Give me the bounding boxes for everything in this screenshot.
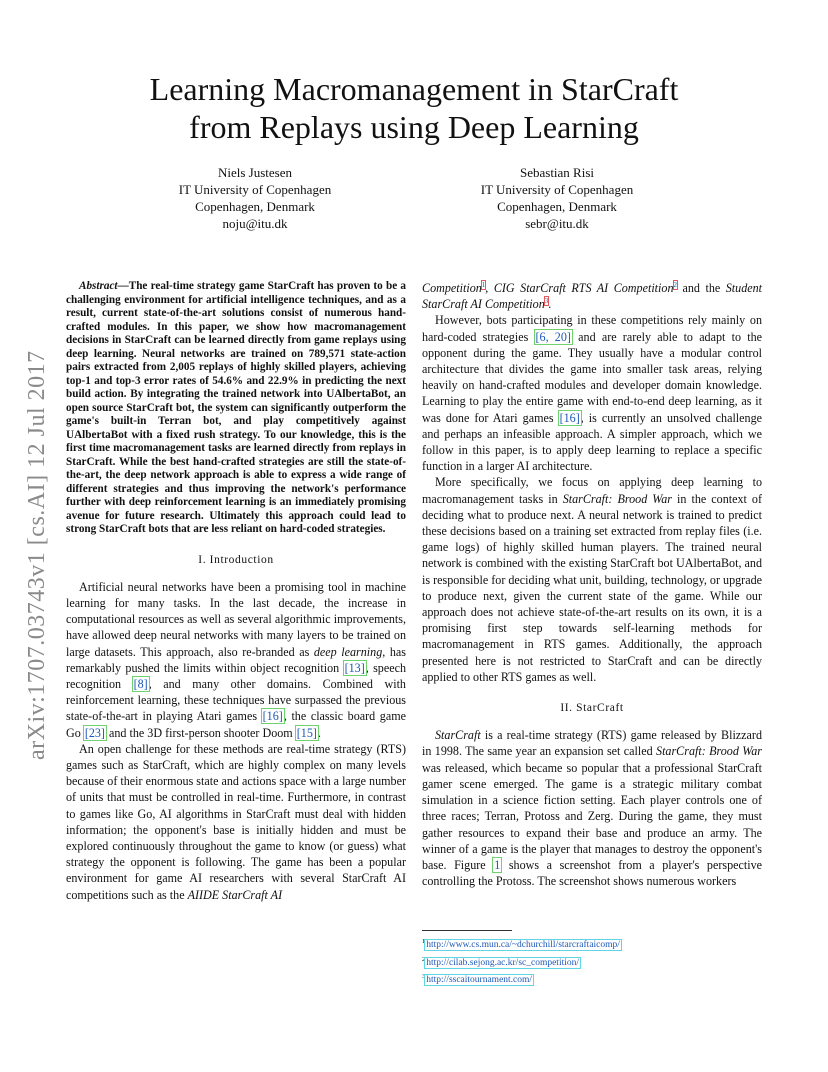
author-name: Sebastian Risi [519, 165, 595, 180]
intro-paragraph-2: An open challenge for these methods are real-time strategy (RTS) games such as StarCraft, which are highly complex on many levels because of their enormous state and actions space with a large number of units that must be controlled in real-time. Furthermore, in contrast to games like Go, AI algorithms in StarCraft must deal with hidden information; the opponent's base is initially hidden and must be explored continuously throughout the game to know (or guess) what strategy the opponent is following. The game has been a popular environment for game AI researchers with several StarCraft AI competitions such as the AIIDE StarCraft AI [66, 741, 406, 902]
footnote-url-link[interactable]: http://www.cs.mun.ca/~dchurchill/starcraftaicomp/ [426, 940, 620, 951]
title-line-1: Learning Macromanagement in StarCraft [149, 71, 679, 107]
footnote-marker[interactable]: 2 [673, 280, 677, 289]
citation-link[interactable]: [15] [296, 725, 317, 740]
author-location: Copenhagen, Denmark [195, 199, 315, 214]
paper-title [0, 70, 828, 146]
author-block-1 [160, 164, 350, 232]
citation-link[interactable]: [16] [262, 709, 283, 724]
footnote-url-link[interactable]: http://sscaitournament.com/ [426, 975, 533, 986]
footnote-1: $^1$http://www.cs.mun.ca/~dchurchill/starcraftaicomp/ [422, 938, 620, 951]
footnote-url-link[interactable]: http://cilab.sejong.ac.kr/sc_competition/ [426, 957, 580, 968]
citation-link[interactable]: [23] [84, 725, 105, 740]
citation-link[interactable]: [6, 20] [535, 329, 571, 344]
author-email: noju@itu.dk [222, 216, 288, 231]
author-block-2 [460, 164, 654, 232]
abstract-lead: Abstract [79, 280, 118, 292]
author-location: Copenhagen, Denmark [497, 199, 617, 214]
citation-link[interactable]: [8] [133, 676, 148, 691]
section-heading-introduction: I. Introduction [198, 553, 274, 566]
intro-paragraph-4: More specifically, we focus on applying deep learning to macromanagement tasks in StarCraft: Brood War in the context of deciding what to produce next. A neural network is trained to predict these decisions based on a training set extracted from replay files (i.e. game logs) of highly skilled human players. The trained neural network is combined with the existing StarCraft bot UAlbertaBot, and is responsible for deciding what unit, building, technology, or upgrade to produce next, given the current state of the game. While our approach does not achieve state-of-the-art results on its own, it is a promising first step towards self-learning methods for macromanagement in RTS games. Additionally, the approach presented here is not restricted to StarCraft and can be directly applied to other RTS games as well. [422, 475, 763, 684]
author-email: sebr@itu.dk [525, 216, 589, 231]
abstract-text: —The real-time strategy game StarCraft has proven to be a challenging environment for artificial intelligence techniques, and as a result, current state-of-the-art solutions consist of numerous hand-crafted modules. In this paper, we show how macromanagement decisions in StarCraft can be learned directly from game replays using deep learning. Neural networks are trained on 789,571 state-action pairs extracted from 2,005 replays of highly skilled players, achieving top-1 and top-3 error rates of 54.6% and 22.9% in predicting the next build action. By integrating the trained network into UAlbertaBot, an open source StarCraft bot, the system can significantly outperform the game's built-in Terran bot, and play competitively against UAlbertaBot with a fixed rush strategy. To our knowledge, this is the first time macromanagement tasks are learned directly from replays in StarCraft. While the best hand-crafted strategies are still the state-of-the-art, the deep network approach is able to express a wide range of different strategies and thus improving the network's performance further with deep reinforcement learning is an immediately promising avenue for future research. Ultimately this approach could lead to strong StarCraft bots that are less reliant on hard-coded strategies. [66, 280, 406, 535]
author-name: Niels Justesen [217, 165, 293, 180]
intro-paragraph-1: Artificial neural networks have been a promising tool in machine learning for many tasks. In the last decade, the increase in computational resources as well as several algorithmic improvements, have allowed deep neural networks with many layers to be trained on large datasets. This approach, also re-branded as deep learning, has remarkably pushed the limits within object recognition [13], speech recognition [8], and many other domains. Combined with reinforcement learning, these techniques have surpassed the previous state-of-the-art in playing Atari games [16], the classic board game Go [23] and the 3D first-person shooter Doom [15]. [66, 579, 407, 740]
intro-paragraph-3: However, bots participating in these competitions rely mainly on hard-coded strategies [6, 20] and are rarely able to adapt to the opponent during the game. They usually have a modular control architecture that divides the game into smaller task areas, relying heavily on hand-crafted modules and developer domain knowledge. Learning to play the entire game with end-to-end deep learning, as it was done for Atari games [16], is currently an unsolved challenge and perhaps an infeasible approach. A simpler approach, which we follow in this paper, is to apply deep learning to replace a specific function in a larger AI architecture. [422, 313, 762, 474]
footnote-2: $^2$http://cilab.sejong.ac.kr/sc_competition/ [422, 955, 580, 968]
citation-link[interactable]: [16] [559, 410, 580, 425]
arxiv-identifier: arXiv:1707.03743v1 [cs.AI] 12 Jul 2017 [24, 350, 50, 760]
section-heading-starcraft: II. StarCraft [560, 702, 624, 715]
intro-paragraph-2-continued: Competition$^1$, CIG StarCraft RTS AI Competition$^2$ and the Student StarCraft AI Competition$^3$. [422, 280, 763, 312]
footnotes [422, 930, 762, 988]
footnote-marker[interactable]: 3 [544, 297, 549, 306]
right-column [422, 280, 762, 889]
abstract [66, 280, 406, 537]
figure-link[interactable]: 1 [494, 857, 501, 872]
left-column [66, 280, 406, 903]
starcraft-paragraph-1: StarCraft is a real-time strategy (RTS) game released by Blizzard in 1998. The same year an expansion set called StarCraft: Brood War was released, which became so popular that a professional StarCraft gamer scene emerged. The game is a strategic military combat simulation in a science fiction setting. Each player controls one of three races; Terran, Protoss and Zerg. During the game, they must gather resources to expand their base and produce an army. The winner of a game is the player that manages to destroy the opponent's base. Figure 1 shows a screenshot from a player's perspective controlling the Protoss. The screenshot shows numerous workers [422, 728, 762, 889]
footnote-rule [422, 930, 512, 931]
author-affiliation: IT University of Copenhagen [480, 182, 634, 197]
footnote-3: $^3$http://sscaitournament.com/ [422, 973, 533, 986]
footnote-marker[interactable]: 1 [481, 280, 486, 289]
title-line-2: from Replays using Deep Learning [189, 109, 639, 145]
author-affiliation: IT University of Copenhagen [178, 182, 332, 197]
citation-link[interactable]: [13] [344, 660, 365, 675]
